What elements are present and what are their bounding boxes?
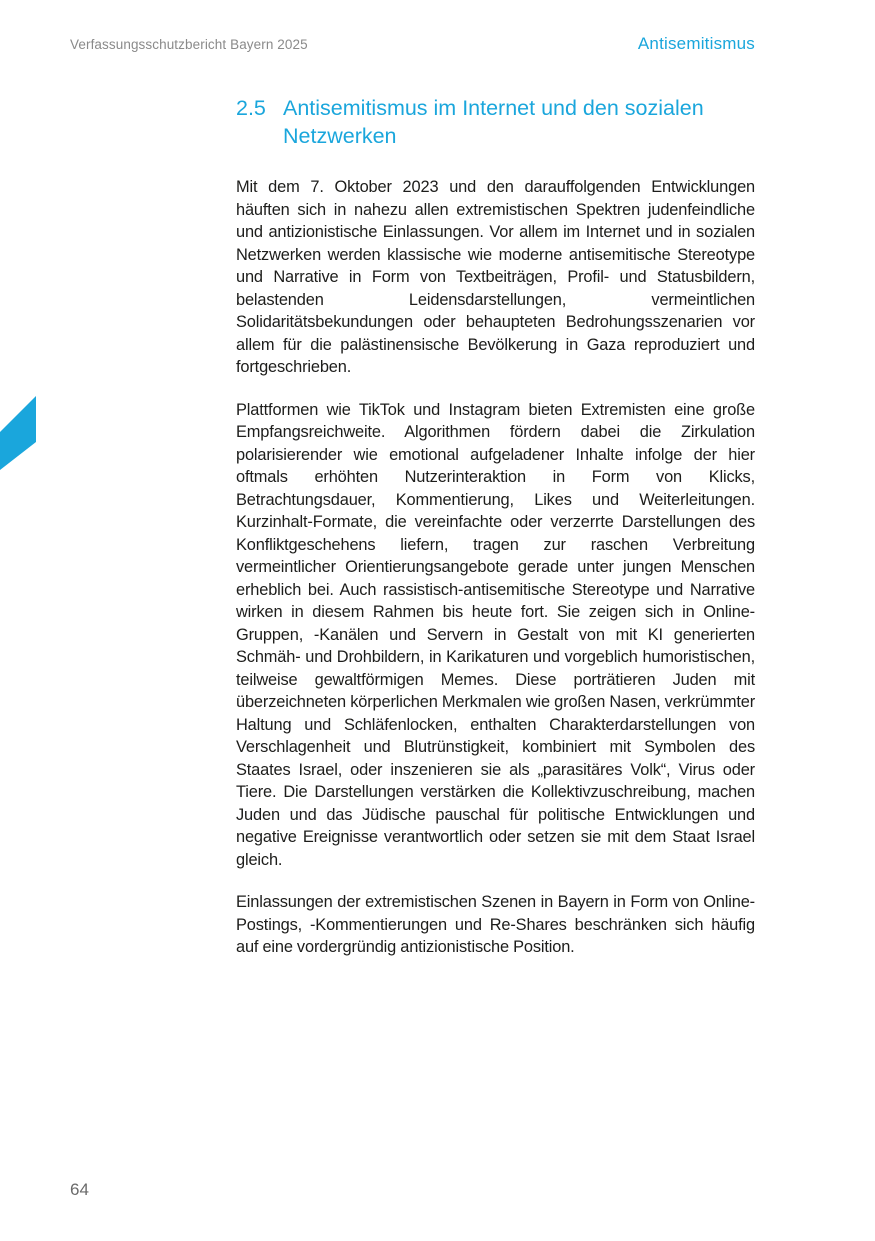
main-content — [236, 94, 755, 979]
running-head-publication-title: Verfassungsschutzbericht Bayern 2025 — [70, 37, 308, 52]
chapter-side-marker — [0, 396, 36, 470]
chapter-tab-shape — [0, 396, 36, 470]
section-heading — [236, 94, 755, 150]
body-paragraph-3: Einlassungen der extremistischen Szenen in Bayern in Form von Online-Postings, -Kommentierungen und Re-Shares beschränken sich häufig auf eine vordergründig antizionistische Position. — [236, 893, 755, 956]
body-paragraph-2: Plattformen wie TikTok und Instagram bieten Extremisten eine große Empfangsreichweite. Algorithmen fördern dabei die Zirkulation polarisierender wie emotional aufgeladener Inhalte infolge der hier oftmals erhöhten Nutzerinteraktion in Form von Klicks, Betrachtungsdauer, Kommentierung, Likes und Weiterleitungen. Kurzinhalt-Formate, die vereinfachte oder verzerrte Darstellungen des Konfliktgeschehens liefern, tragen zur raschen Verbreitung vermeintlicher Orientierungsangebote gerade unter jungen Menschen erheblich bei. Auch rassistisch-antisemitische Stereotype und Narrative wirken in diesem Rahmen bis heute fort. Sie zeigen sich in Online-Gruppen, -Kanälen und Servern in Gestalt von mit KI generierten Schmäh- und Drohbildern, in Karikaturen und vorgeblich humoristischen, teilweise gewaltförmigen Memes. Diese porträtieren Juden mit überzeichneten körperlichen Merkmalen wie großen Nasen, verkrümmter Haltung und Schläfenlocken, enthalten Charakterdarstellungen von Verschlagenheit und Blutrünstigkeit, kombiniert mit Symbolen des Staates Israel, oder inszenieren sie als „parasitäres Volk“, Virus oder Tiere. Die Darstellungen verstärken die Kollektivzuschreibung, machen Juden und das Jüdische pauschal für politische Entwicklungen und negative Ereignisse verantwortlich oder setzen sie mit dem Staat Israel gleich. — [236, 400, 755, 869]
page-number: 64 — [70, 1180, 89, 1199]
body-paragraph-1: Mit dem 7. Oktober 2023 und den darauffolgenden Entwicklungen häuften sich in nahezu allen extremistischen Spektren judenfeindliche und antizionistische Einlassungen. Vor allem im Internet und in sozialen Netzwerken werden klassische wie moderne antisemitische Stereotype und Narrative in Form von Textbeiträgen, Profil- und Statusbildern, belastenden Leidensdarstellungen, vermeintlichen Solidaritätsbekundungen oder behaupteten Bedrohungsszenarien vor allem für die palästinensische Bevölkerung in Gaza reproduziert und fortgeschrieben. — [236, 178, 755, 376]
section-number: 2.5 — [236, 96, 266, 120]
running-head-chapter-title: Antisemitismus — [637, 34, 755, 53]
section-title: Antisemitismus im Internet und den sozialen Netzwerken — [283, 96, 704, 148]
